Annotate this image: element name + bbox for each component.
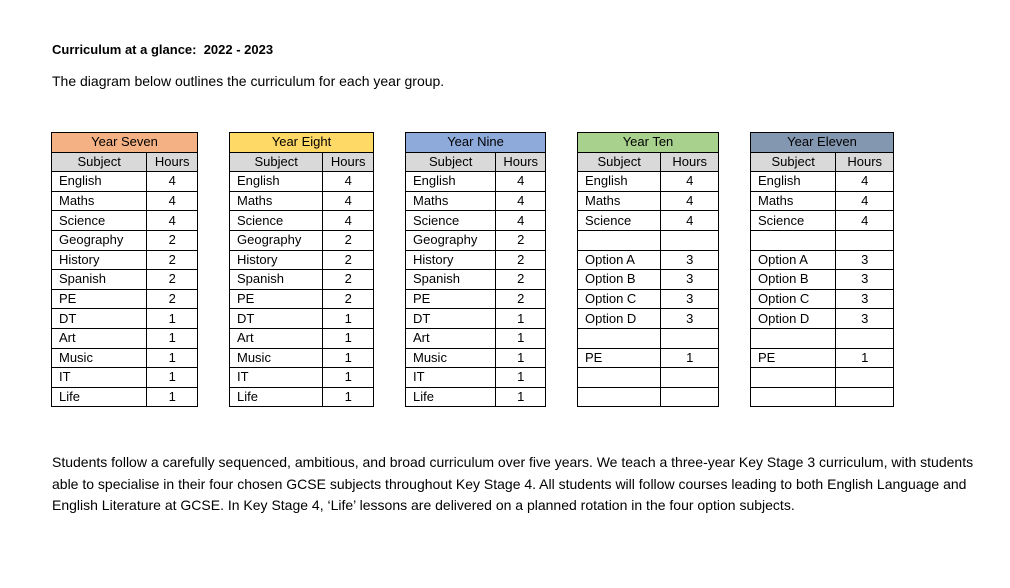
subject-cell: Science: [52, 211, 147, 231]
hours-cell: [661, 230, 719, 250]
subject-cell: DT: [406, 309, 496, 329]
hours-cell: 4: [496, 172, 546, 192]
subject-cell: History: [52, 250, 147, 270]
table-row: [578, 348, 719, 368]
subject-cell: Option C: [578, 289, 661, 309]
table-row: [406, 250, 546, 270]
subject-column-header: Subject: [751, 152, 836, 172]
table-row: [230, 348, 374, 368]
table-row: [578, 172, 719, 192]
hours-cell: 4: [496, 191, 546, 211]
subject-cell: Art: [230, 328, 323, 348]
subject-cell: English: [578, 172, 661, 192]
hours-cell: 2: [147, 289, 198, 309]
subject-cell: English: [52, 172, 147, 192]
hours-cell: 1: [323, 348, 374, 368]
subject-cell: Maths: [52, 191, 147, 211]
subject-cell: Option D: [578, 309, 661, 329]
table-row: [578, 289, 719, 309]
hours-cell: 2: [323, 250, 374, 270]
hours-cell: 2: [496, 289, 546, 309]
hours-cell: 4: [836, 172, 894, 192]
table-row: [230, 250, 374, 270]
subject-cell: PE: [578, 348, 661, 368]
table-row: [406, 211, 546, 231]
hours-cell: 3: [836, 270, 894, 290]
subject-cell: Science: [406, 211, 496, 231]
year-header: Year Eleven: [751, 133, 894, 153]
hours-cell: 4: [496, 211, 546, 231]
subject-cell: Life: [52, 387, 147, 407]
hours-cell: 2: [147, 270, 198, 290]
hours-cell: 3: [836, 289, 894, 309]
hours-cell: 4: [323, 211, 374, 231]
hours-column-header: Hours: [836, 152, 894, 172]
table-row: [751, 328, 894, 348]
hours-cell: 1: [496, 368, 546, 388]
subject-cell: Art: [406, 328, 496, 348]
subject-cell: Life: [406, 387, 496, 407]
year-header: Year Eight: [230, 133, 374, 153]
subject-cell: Maths: [406, 191, 496, 211]
hours-cell: 3: [661, 270, 719, 290]
table-row: [52, 172, 198, 192]
table-row: [406, 270, 546, 290]
subject-column-header: Subject: [406, 152, 496, 172]
subject-cell: Spanish: [52, 270, 147, 290]
table-row: [751, 270, 894, 290]
table-row: [578, 250, 719, 270]
hours-column-header: Hours: [323, 152, 374, 172]
table-row: [751, 172, 894, 192]
hours-cell: 1: [323, 368, 374, 388]
subject-cell: History: [406, 250, 496, 270]
hours-cell: [836, 368, 894, 388]
table-row: [751, 368, 894, 388]
subject-cell: Option B: [751, 270, 836, 290]
table-row: [52, 289, 198, 309]
subject-cell: IT: [230, 368, 323, 388]
subject-cell: English: [230, 172, 323, 192]
subject-cell: IT: [52, 368, 147, 388]
table-row: [52, 250, 198, 270]
hours-cell: 1: [147, 387, 198, 407]
hours-cell: 4: [661, 172, 719, 192]
hours-cell: 3: [836, 309, 894, 329]
table-row: [230, 289, 374, 309]
subject-cell: [578, 230, 661, 250]
year-table: [51, 132, 198, 407]
table-row: [230, 172, 374, 192]
subject-cell: Music: [230, 348, 323, 368]
subject-cell: Music: [52, 348, 147, 368]
hours-cell: 2: [496, 230, 546, 250]
table-row: [406, 368, 546, 388]
year-header: Year Ten: [578, 133, 719, 153]
year-table: [405, 132, 546, 407]
hours-cell: 4: [836, 191, 894, 211]
table-row: [52, 270, 198, 290]
hours-cell: 1: [496, 328, 546, 348]
subject-cell: [578, 368, 661, 388]
hours-cell: [661, 368, 719, 388]
subject-cell: Option B: [578, 270, 661, 290]
hours-column-header: Hours: [496, 152, 546, 172]
subject-cell: Spanish: [406, 270, 496, 290]
subject-cell: Option D: [751, 309, 836, 329]
table-row: [406, 387, 546, 407]
subject-cell: Science: [230, 211, 323, 231]
table-row: [751, 230, 894, 250]
subject-cell: DT: [52, 309, 147, 329]
subject-cell: Life: [230, 387, 323, 407]
subject-cell: Maths: [230, 191, 323, 211]
hours-cell: 1: [147, 348, 198, 368]
table-row: [751, 211, 894, 231]
year-table: [229, 132, 374, 407]
hours-cell: 1: [147, 368, 198, 388]
table-row: [52, 348, 198, 368]
subject-cell: PE: [751, 348, 836, 368]
table-row: [230, 211, 374, 231]
subject-cell: [751, 230, 836, 250]
subject-cell: Option A: [578, 250, 661, 270]
table-row: [52, 368, 198, 388]
table-row: [751, 250, 894, 270]
hours-cell: 3: [661, 289, 719, 309]
table-row: [406, 172, 546, 192]
hours-cell: 1: [836, 348, 894, 368]
hours-cell: 4: [323, 191, 374, 211]
table-row: [230, 191, 374, 211]
hours-cell: 1: [323, 328, 374, 348]
table-row: [406, 309, 546, 329]
table-row: [230, 387, 374, 407]
table-row: [751, 309, 894, 329]
subject-cell: English: [406, 172, 496, 192]
subject-cell: Science: [578, 211, 661, 231]
subject-cell: DT: [230, 309, 323, 329]
hours-cell: 2: [496, 250, 546, 270]
subject-cell: Geography: [52, 230, 147, 250]
subject-column-header: Subject: [230, 152, 323, 172]
hours-cell: 2: [323, 230, 374, 250]
hours-cell: 3: [661, 309, 719, 329]
table-row: [230, 230, 374, 250]
subject-cell: Option C: [751, 289, 836, 309]
hours-cell: 2: [323, 289, 374, 309]
hours-cell: 1: [147, 309, 198, 329]
subject-column-header: Subject: [52, 152, 147, 172]
table-row: [230, 309, 374, 329]
hours-cell: 1: [323, 309, 374, 329]
year-table: [577, 132, 719, 407]
table-row: [578, 230, 719, 250]
hours-cell: [836, 387, 894, 407]
table-row: [578, 211, 719, 231]
table-row: [578, 270, 719, 290]
hours-cell: [661, 387, 719, 407]
hours-cell: 2: [323, 270, 374, 290]
subject-cell: English: [751, 172, 836, 192]
hours-cell: 3: [661, 250, 719, 270]
subject-cell: Spanish: [230, 270, 323, 290]
table-row: [751, 289, 894, 309]
table-row: [751, 348, 894, 368]
subject-cell: [751, 368, 836, 388]
subject-cell: Option A: [751, 250, 836, 270]
subject-cell: Geography: [230, 230, 323, 250]
hours-column-header: Hours: [147, 152, 198, 172]
subject-cell: PE: [52, 289, 147, 309]
subject-column-header: Subject: [578, 152, 661, 172]
table-row: [751, 387, 894, 407]
hours-cell: 4: [147, 211, 198, 231]
hours-column-header: Hours: [661, 152, 719, 172]
table-row: [52, 387, 198, 407]
intro-text: The diagram below outlines the curriculum for each year group.: [52, 73, 445, 89]
hours-cell: 4: [147, 172, 198, 192]
table-row: [406, 289, 546, 309]
table-row: [578, 309, 719, 329]
subject-cell: [751, 328, 836, 348]
hours-cell: [836, 230, 894, 250]
footer-paragraph: Students follow a carefully sequenced, ambitious, and broad curriculum over five years. We teach a three-year Key Stage 3 curriculum, with students able to specialise in their four chosen GCSE subjects throughout Key Stage 4. All students will follow courses leading to both English Language and English Literature at GCSE. In Key Stage 4, ‘Life’ lessons are delivered on a planned rotation in the four option subjects.: [52, 454, 974, 513]
subject-cell: [578, 328, 661, 348]
hours-cell: 1: [661, 348, 719, 368]
hours-cell: 4: [836, 211, 894, 231]
hours-cell: 4: [147, 191, 198, 211]
table-row: [406, 191, 546, 211]
subject-cell: Maths: [578, 191, 661, 211]
table-row: [578, 328, 719, 348]
table-row: [578, 387, 719, 407]
subject-cell: [751, 387, 836, 407]
table-row: [751, 191, 894, 211]
hours-cell: 4: [661, 191, 719, 211]
table-row: [52, 230, 198, 250]
hours-cell: 1: [323, 387, 374, 407]
subject-cell: PE: [406, 289, 496, 309]
hours-cell: 1: [496, 387, 546, 407]
year-table: [750, 132, 894, 407]
hours-cell: 1: [147, 328, 198, 348]
hours-cell: 2: [496, 270, 546, 290]
page-title: Curriculum at a glance: 2022 - 2023: [52, 42, 274, 57]
subject-cell: IT: [406, 368, 496, 388]
hours-cell: 2: [147, 230, 198, 250]
hours-cell: 4: [323, 172, 374, 192]
table-row: [578, 368, 719, 388]
hours-cell: 2: [147, 250, 198, 270]
subject-cell: Music: [406, 348, 496, 368]
table-row: [52, 309, 198, 329]
table-row: [406, 230, 546, 250]
subject-cell: Art: [52, 328, 147, 348]
table-row: [52, 328, 198, 348]
hours-cell: [836, 328, 894, 348]
subject-cell: History: [230, 250, 323, 270]
hours-cell: 4: [661, 211, 719, 231]
table-row: [52, 211, 198, 231]
table-row: [230, 368, 374, 388]
hours-cell: 1: [496, 348, 546, 368]
hours-cell: 3: [836, 250, 894, 270]
hours-cell: 1: [496, 309, 546, 329]
table-row: [406, 348, 546, 368]
table-row: [406, 328, 546, 348]
table-row: [230, 270, 374, 290]
subject-cell: Geography: [406, 230, 496, 250]
table-row: [578, 191, 719, 211]
table-row: [230, 328, 374, 348]
subject-cell: [578, 387, 661, 407]
subject-cell: Maths: [751, 191, 836, 211]
subject-cell: PE: [230, 289, 323, 309]
year-header: Year Nine: [406, 133, 546, 153]
year-header: Year Seven: [52, 133, 198, 153]
subject-cell: Science: [751, 211, 836, 231]
table-row: [52, 191, 198, 211]
hours-cell: [661, 328, 719, 348]
